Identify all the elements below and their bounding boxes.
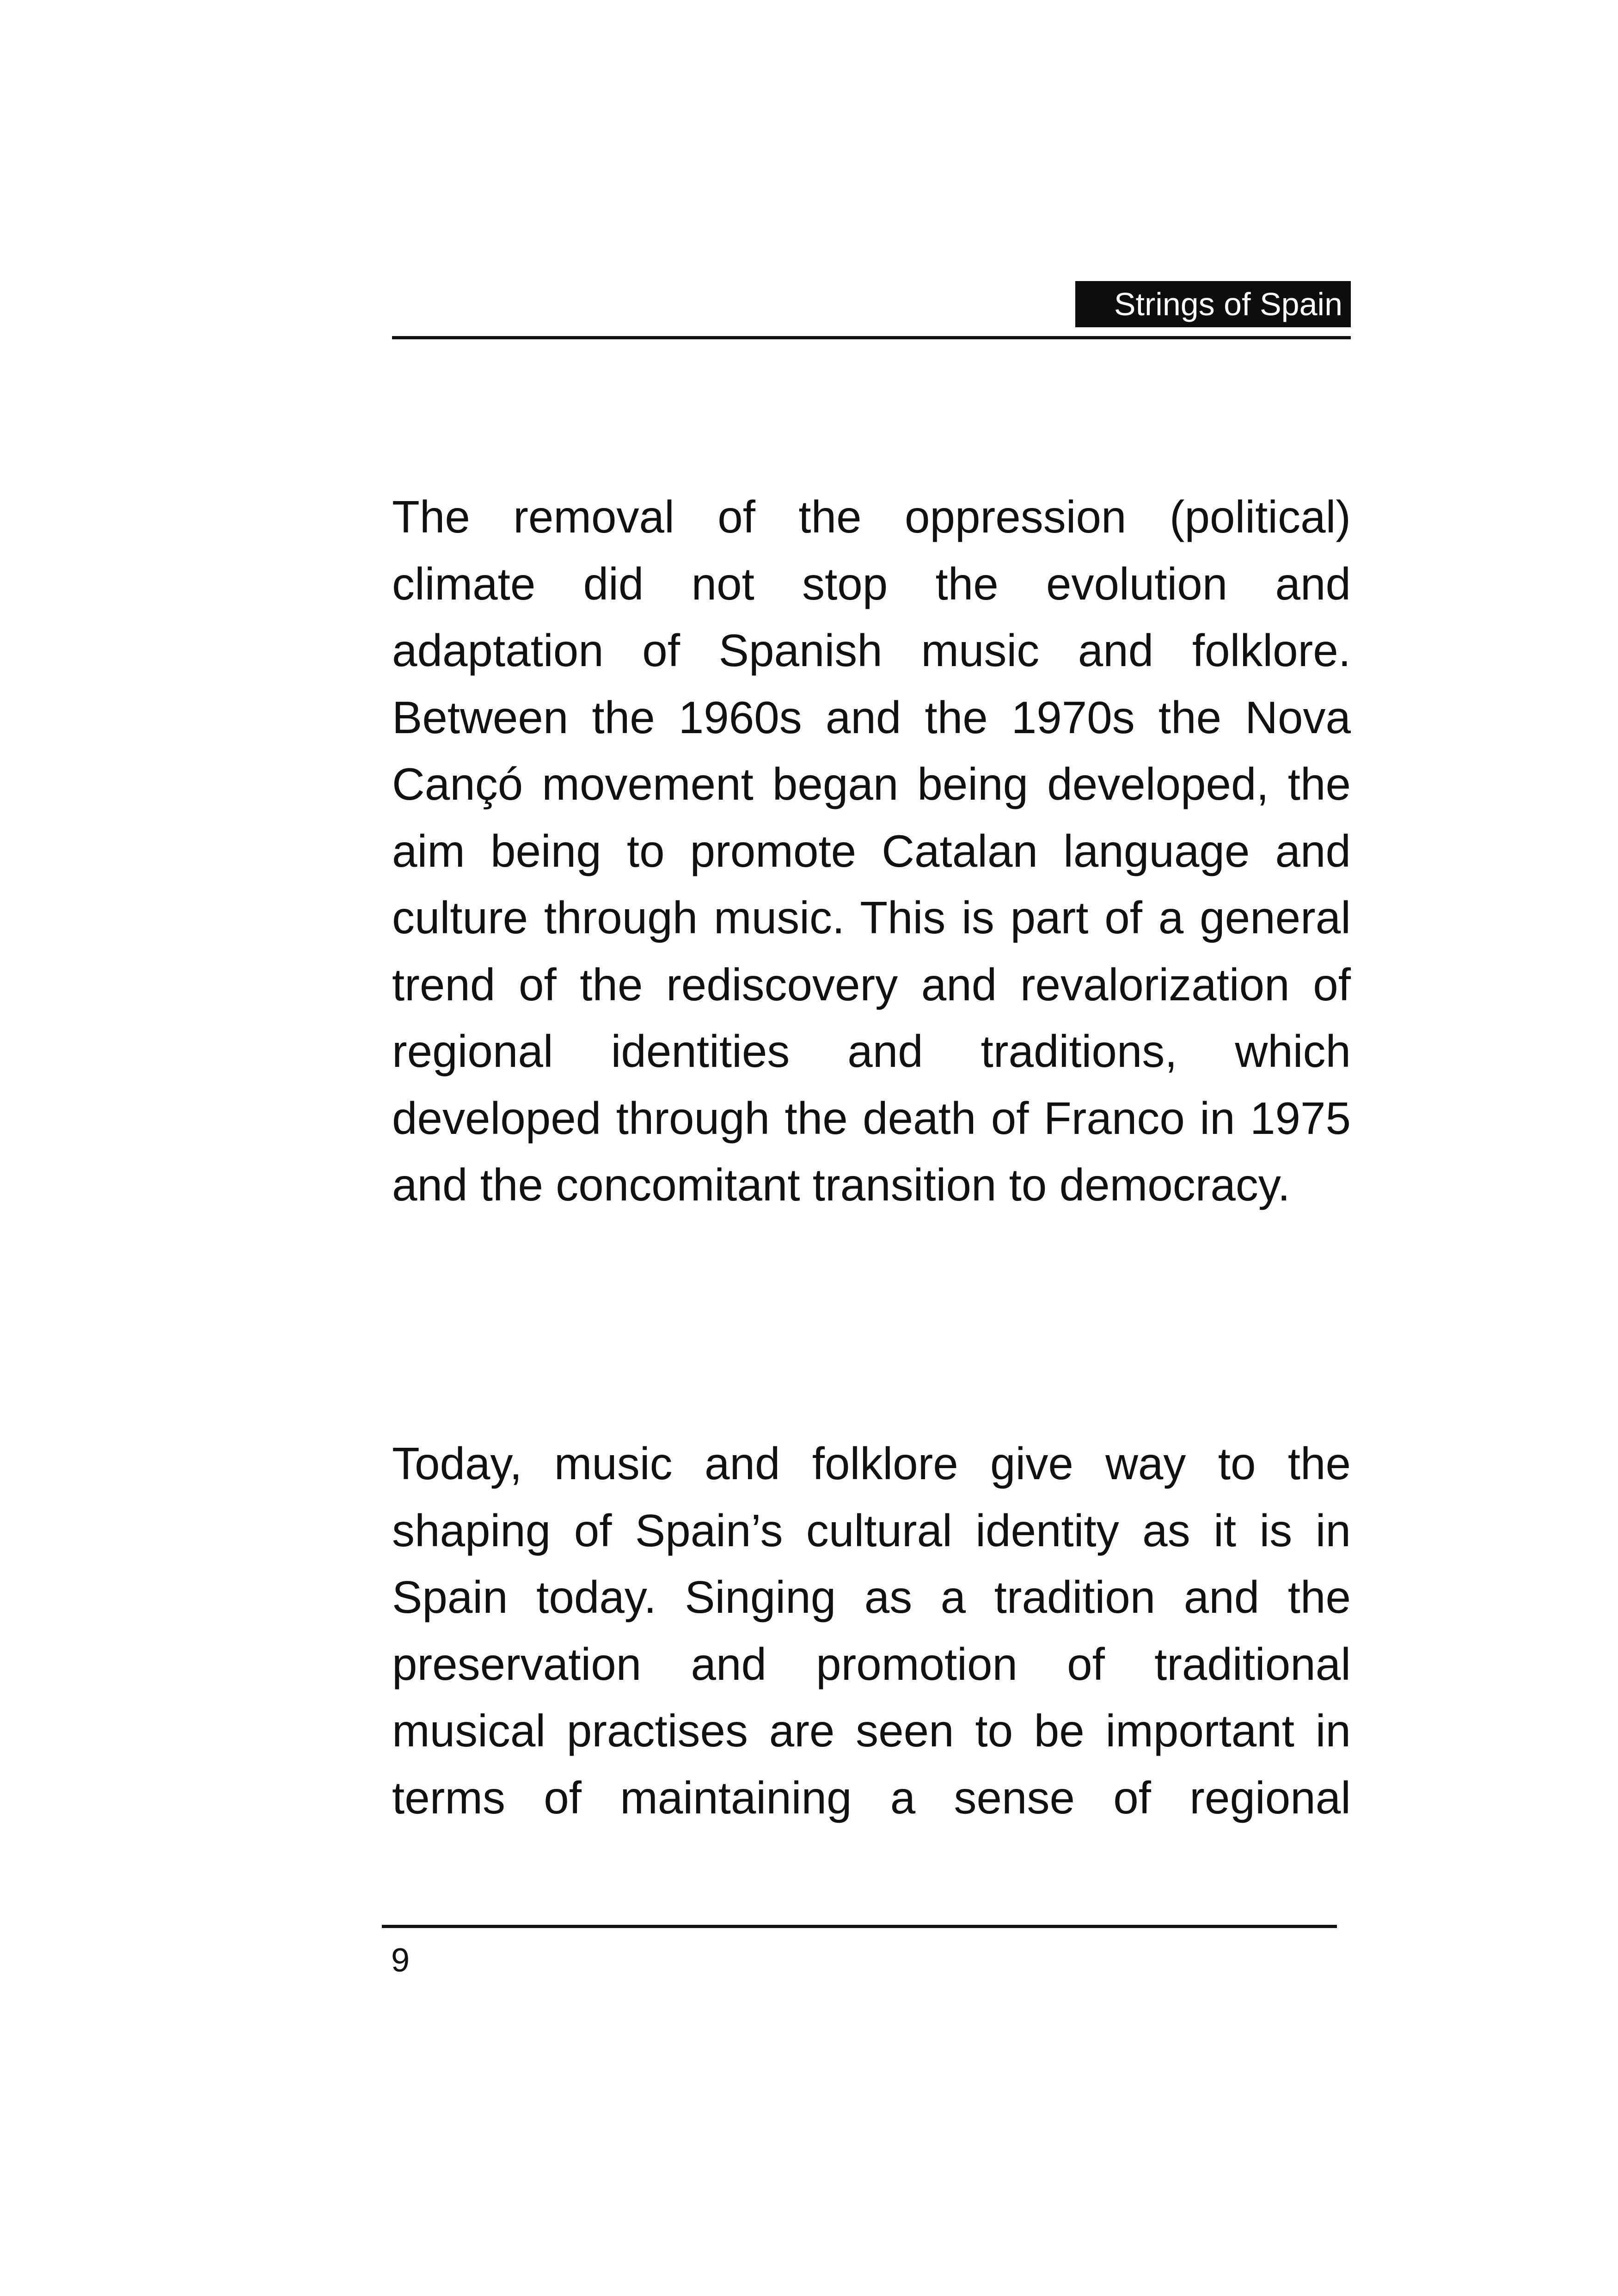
header-rule xyxy=(392,336,1351,339)
page-number: 9 xyxy=(391,1942,410,1979)
paragraph-1: The removal of the oppression (political) climate did not stop the evolution and adaptation of Spanish music and folklore. Between the 1960s and the 1970s the Nova Cançó movement began being developed, the aim being to promote Catalan language and culture through music. This is part of a general trend of the rediscovery and revalorization of regional identities and traditions, which developed through the death of Franco in 1975 and the concomitant transition to democracy. xyxy=(392,491,1351,1210)
footer-rule xyxy=(382,1925,1337,1928)
running-head-title: Strings of Spain xyxy=(1075,281,1351,327)
paragraph-2: Today, music and folklore give way to the shaping of Spain’s cultural identity as it is in Spain today. Singing as a tradition and the preservation and promotion of traditional musical practises are seen to be important in terms of maintaining a sense of regional xyxy=(392,1438,1351,1823)
